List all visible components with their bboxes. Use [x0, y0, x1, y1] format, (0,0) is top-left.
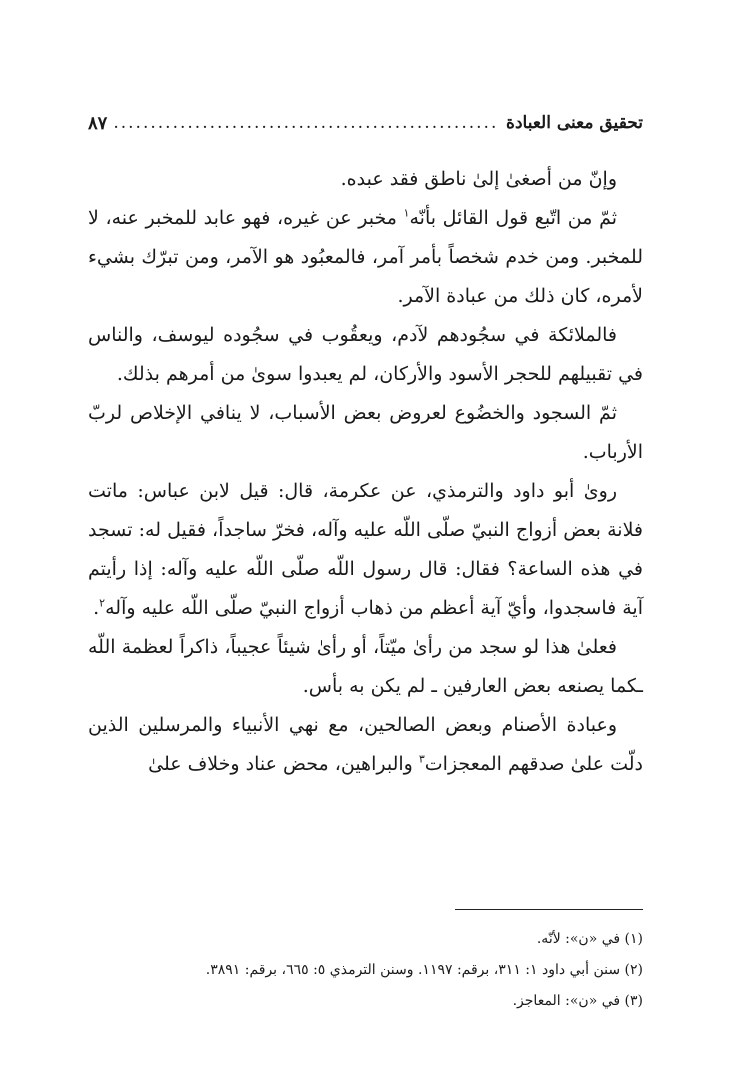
- running-title: تحقيق معنى العبادة: [506, 113, 643, 133]
- main-text: [88, 160, 643, 784]
- paragraph-text: ثمّ السجود والخضُوع لعروض بعض الأسباب، لا ينافي الإخلاص لربّ الأرباب.: [88, 402, 643, 463]
- paragraph-text: فعلىٰ هذا لو سجد من رأىٰ ميّتاً، أو رأىٰ شيئاً عجيباً، ذاكراً لعظمة اللّه ـكما يصنعه بعض العارفين ـ لم يكن به بأس.: [88, 636, 643, 697]
- footnotes: [88, 924, 643, 1017]
- paragraph: [88, 316, 643, 394]
- paragraph-text: روىٰ أبو داود والترمذي، عن عكرمة، قال: قيل لابن عباس: ماتت فلانة بعض أزواج النبيّ صلّى اللّه عليه وآله، فخرّ ساجداً، فقيل له: تسجد في هذه الساعة؟ فقال: قال رسول اللّه صلّى اللّه عليه وآله: إذا رأيتم آية فاسجدوا، وأيّ آية أعظم من ذهاب أزواج النبيّ صلّى اللّه عليه وآله: [88, 480, 643, 619]
- paragraph: [88, 706, 643, 784]
- paragraph-text: والبراهين، محض عناد وخلاف علىٰ: [148, 753, 419, 775]
- paragraph: [88, 472, 643, 628]
- footnote-ref: ٣: [418, 752, 425, 766]
- paragraph-text: ثمّ من اتّبع قول القائل بأنّه: [409, 207, 617, 229]
- paragraph-text: وإنّ من أصغىٰ إلىٰ ناطق فقد عبده.: [340, 168, 617, 190]
- footnote: (٢) سنن أبي داود ١: ٣١١، برقم: ١١٩٧. وسنن الترمذي ٥: ٦٦٥، برقم: ٣٨٩١.: [205, 962, 643, 978]
- paragraph: [88, 394, 643, 472]
- paragraph-text: فالملائكة في سجُودهم لآدم، ويعقُوب في سجُوده ليوسف، والناس في تقبيلهم للحجر الأسود والأركان، لم يعبدوا سوىٰ من أمرهم بذلك.: [88, 324, 643, 385]
- paragraph-text: مخبر عن غيره، فهو عابد للمخبر عنه، لا للمخبر. ومن خدم شخصاً بأمر آمر، فالمعبُود هو الآمر، ومن تبرّك بشيء لأمره، كان ذلك من عبادة الآمر.: [88, 207, 643, 307]
- paragraph: [88, 628, 643, 706]
- running-header: [88, 108, 643, 138]
- paragraph-text: وعبادة الأصنام وبعض الصالحين، مع نهي الأنبياء والمرسلين الذين دلّت علىٰ صدقهم المعجزات: [88, 714, 643, 775]
- paragraph: [88, 160, 643, 199]
- paragraph: [88, 199, 643, 316]
- footnote: (١) في «ن»: لأنّه.: [536, 931, 643, 947]
- footnote-divider: [455, 909, 643, 910]
- footnote: (٣) في «ن»: المعاجز.: [512, 993, 643, 1009]
- leader-dots: [113, 113, 500, 133]
- page-number: ٨٧: [88, 112, 108, 134]
- footnote-ref: ٢: [99, 596, 106, 610]
- paragraph-text: .: [93, 597, 100, 619]
- footnote-ref: ١: [403, 206, 410, 220]
